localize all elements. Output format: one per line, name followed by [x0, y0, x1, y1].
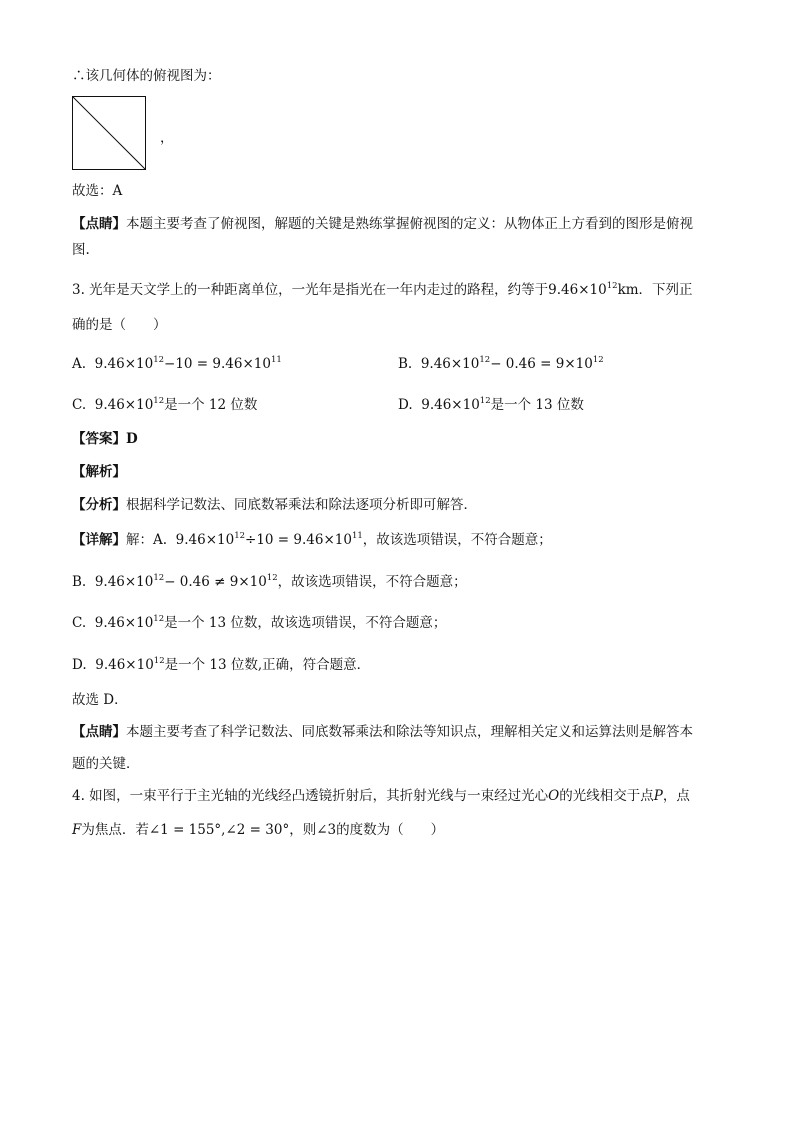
exponent: 12	[153, 573, 165, 583]
comment-text: 本题主要考查了俯视图，解题的关键是熟练掌握俯视图的定义：从物体正上方看到的图形是俯视	[126, 216, 693, 232]
text: 是一个 13 位数,正确，符合题意．	[164, 657, 371, 673]
text: 4. 如图，一束平行于主光轴的光线经凸透镜折射后，其折射光线与一束经过光心	[72, 788, 549, 804]
point-P: P	[653, 788, 663, 804]
option-label: D.	[72, 657, 87, 673]
text: 是一个 13 位数	[490, 397, 584, 413]
option-label: C.	[72, 397, 87, 413]
text: 是一个 12 位数	[164, 397, 258, 413]
math: 9.46×10	[95, 657, 154, 673]
q3-detail-b	[72, 572, 467, 592]
q3-stem-line2: 确的是（ ）	[72, 317, 167, 333]
comment-text: 本题主要考查了科学记数法、同底数幂乘法和除法等知识点，理解相关定义和运算法则是解答本	[126, 724, 693, 740]
diagonal-line	[73, 97, 146, 170]
math: 9.46×10	[94, 574, 154, 590]
intro-text: ∴该几何体的俯视图为：	[72, 68, 221, 84]
stem-text: 3. 光年是天文学上的一种距离单位，一光年是指光在一年内走过的路程，约等于	[72, 282, 549, 298]
q4-stem-line2	[72, 820, 444, 840]
stem-text-end: km．下列正	[617, 282, 693, 298]
option-label: C.	[72, 615, 87, 631]
q2-comment-line1	[72, 214, 693, 234]
exponent: 12	[153, 614, 165, 624]
exponent: 12	[153, 355, 165, 365]
q3-answer: 【答案】D	[72, 431, 138, 447]
math: − 0.46 = 9×10	[490, 356, 593, 372]
analysis-tag: 【分析】	[72, 497, 126, 513]
stem-exponent: 12	[606, 281, 618, 291]
figure-comma: ，	[160, 130, 174, 146]
q3-comment-line1	[72, 722, 693, 742]
exponent: 12	[592, 355, 604, 365]
math: 9.46×10	[94, 397, 154, 413]
q3-option-d	[398, 395, 584, 415]
math: 9.46×10	[94, 356, 154, 372]
exponent: 12	[234, 531, 246, 541]
text: 解：A.	[126, 532, 168, 548]
exponent: 12	[479, 396, 491, 406]
q3-jiexi: 【解析】	[72, 464, 126, 480]
q3-option-b	[398, 354, 604, 374]
math: ÷10 = 9.46×10	[245, 532, 352, 548]
point-O: O	[548, 788, 560, 804]
text: ，点	[662, 788, 690, 804]
q3-analysis	[72, 495, 477, 515]
q4-stem-line1	[72, 786, 690, 806]
text: 的光线相交于点	[559, 788, 654, 804]
exponent: 11	[270, 355, 282, 365]
math: −10 = 9.46×10	[164, 356, 271, 372]
option-label: D.	[398, 397, 413, 413]
exponent: 12	[266, 573, 278, 583]
q3-option-a	[72, 354, 282, 374]
exponent: 12	[479, 355, 491, 365]
option-label: B.	[398, 356, 413, 372]
analysis-text: 根据科学记数法、同底数幂乘法和除法逐项分析即可解答．	[126, 497, 477, 513]
q3-comment-line2: 题的关键．	[72, 756, 140, 772]
q3-option-c	[72, 395, 257, 415]
q3-detail-d	[72, 655, 370, 675]
q2-comment-line2: 图.	[72, 242, 90, 258]
exponent: 12	[153, 656, 165, 666]
q3-stem-line1	[72, 280, 693, 300]
point-F: F	[72, 822, 82, 838]
comment-tag: 【点睛】	[72, 724, 126, 740]
q2-choose: 故选：A	[72, 183, 123, 199]
math: 9.46×10	[175, 532, 235, 548]
exponent: 12	[153, 396, 165, 406]
math: 9.46×10	[94, 615, 154, 631]
q3-detail-a	[72, 530, 552, 550]
top-view-figure	[72, 96, 146, 170]
math: 9.46×10	[421, 397, 480, 413]
exponent: 11	[351, 531, 363, 541]
math: − 0.46 ≠ 9×10	[164, 574, 267, 590]
option-label: B.	[72, 574, 87, 590]
stem-number: 9.46×10	[548, 282, 607, 298]
text: 为焦点．若∠1 = 155°,∠2 = 30°，则∠3的度数为（ ）	[81, 822, 445, 838]
q3-detail-c	[72, 613, 446, 633]
text: ，故该选项错误，不符合题意；	[277, 574, 467, 590]
math: 9.46×10	[420, 356, 480, 372]
q3-choose: 故选 D．	[72, 692, 128, 708]
text: 是一个 13 位数，故该选项错误，不符合题意；	[164, 615, 447, 631]
detail-tag: 【详解】	[72, 532, 126, 548]
text: ，故该选项错误，不符合题意；	[362, 532, 552, 548]
comment-tag: 【点睛】	[72, 216, 126, 232]
option-label: A.	[72, 356, 87, 372]
